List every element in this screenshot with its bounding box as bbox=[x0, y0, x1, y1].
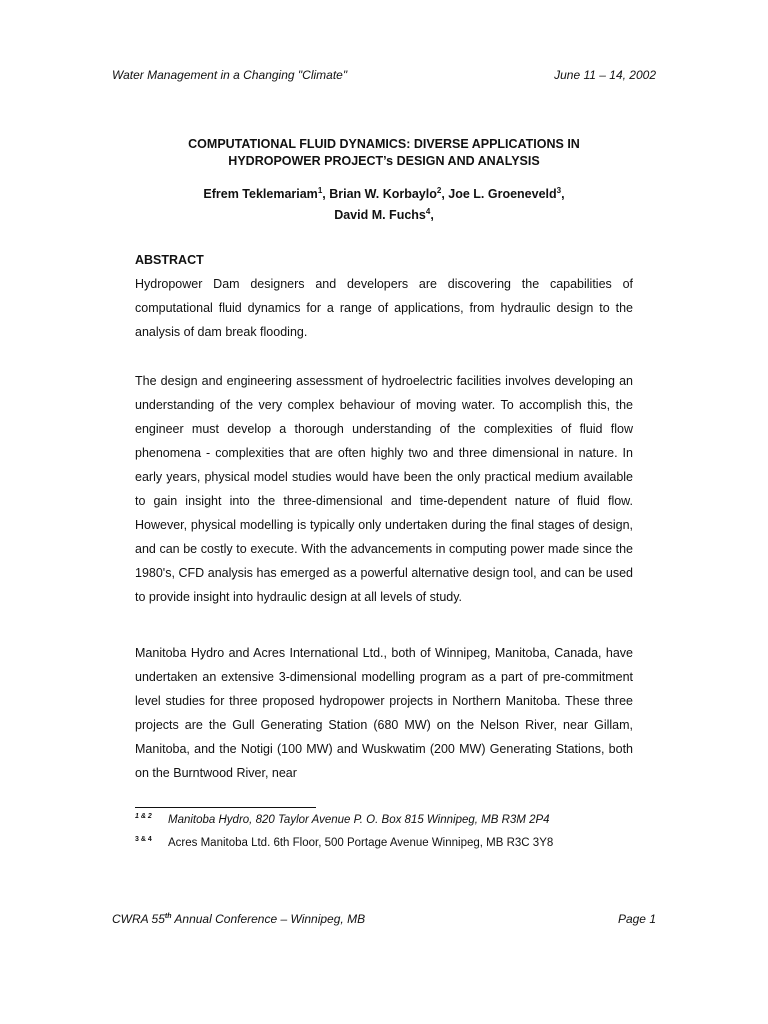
author-line-2 bbox=[112, 203, 656, 224]
paper-title bbox=[112, 136, 656, 170]
author-affiliation-mark: 3 bbox=[556, 186, 562, 195]
abstract-paragraph: Hydropower Dam designers and developers are discovering the capabilities of computational fluid dynamics for a range of applications, from hydraulic design to the analysis of dam break flooding. bbox=[135, 277, 633, 339]
footnote-divider bbox=[135, 807, 316, 808]
header-conference: Water Management in a Changing "Climate" bbox=[112, 68, 348, 82]
footer-conference-suffix: Annual Conference – Winnipeg, MB bbox=[171, 912, 366, 926]
author-line-1 bbox=[112, 182, 656, 203]
author-name: , Joe L. Groeneveld bbox=[441, 187, 557, 202]
header-date: June 11 – 14, 2002 bbox=[554, 68, 656, 82]
abstract-paragraph: The design and engineering assessment of hydroelectric facilities involves developing an understanding of the very complex behaviour of moving water. To accomplish this, the engineer must develop a thorough understanding of the complexities of fluid flow phenomena - complexities that are often highly two and three dimensional in nature. In early years, physical model studies would have been the only practical medium available to gain insight into the three-dimensional and time-dependent nature of fluid flow. However, physical modelling is typically only undertaken during the final stages of design, and can be costly to execute. With the advancements in computing power made since the 1980's, CFD analysis has emerged as a powerful alternative design tool, and can be used to provide insight into hydraulic design at all levels of study. bbox=[135, 374, 633, 604]
author-affiliation-mark: 4 bbox=[425, 207, 431, 217]
page-number: Page 1 bbox=[617, 912, 656, 926]
abstract-paragraph: Manitoba Hydro and Acres International Ltd., both of Winnipeg, Manitoba, Canada, have undertaken an extensive 3-dimensional modelling program as a part of pre-commitment level studies for three proposed hydropower projects in Northern Manitoba. These three projects are the Gull Generating Station (680 MW) on the Nelson River, near Gillam, Manitoba, and the Notigi (100 MW) and Wuskwatim (200 MW) Generating Stations, both on the Burntwood River, near bbox=[135, 646, 633, 780]
running-footer bbox=[112, 912, 656, 926]
author-name: , Brian W. Korbaylo bbox=[322, 187, 437, 202]
author-name: David M. Fuchs bbox=[334, 208, 426, 223]
footer-conference bbox=[112, 912, 365, 926]
author-separator: , bbox=[430, 208, 434, 223]
author-affiliation-mark: 2 bbox=[436, 186, 442, 195]
footnote-marker: 1 & 2 bbox=[135, 813, 152, 820]
footnote-marker: 3 & 4 bbox=[135, 836, 152, 843]
footnote bbox=[135, 813, 550, 826]
footnote-text: Manitoba Hydro, 820 Taylor Avenue P. O. Box 815 Winnipeg, MB R3M 2P4 bbox=[168, 813, 550, 826]
footnote bbox=[135, 836, 553, 849]
author-name: Efrem Teklemariam bbox=[203, 187, 318, 202]
title-line-1: COMPUTATIONAL FLUID DYNAMICS: DIVERSE APPLICATIONS IN bbox=[188, 137, 580, 151]
author-separator: , bbox=[561, 187, 565, 202]
footer-conference-prefix: CWRA 55 bbox=[112, 912, 165, 926]
footnote-text: Acres Manitoba Ltd. 6th Floor, 500 Portage Avenue Winnipeg, MB R3C 3Y8 bbox=[168, 836, 554, 849]
abstract-heading: ABSTRACT bbox=[135, 253, 204, 267]
running-header bbox=[112, 68, 656, 82]
author-affiliation-mark: 1 bbox=[317, 186, 323, 195]
title-line-2: HYDROPOWER PROJECT’s DESIGN AND ANALYSIS bbox=[228, 154, 540, 168]
author-list bbox=[112, 182, 656, 224]
footer-ordinal-suffix: th bbox=[164, 913, 172, 920]
